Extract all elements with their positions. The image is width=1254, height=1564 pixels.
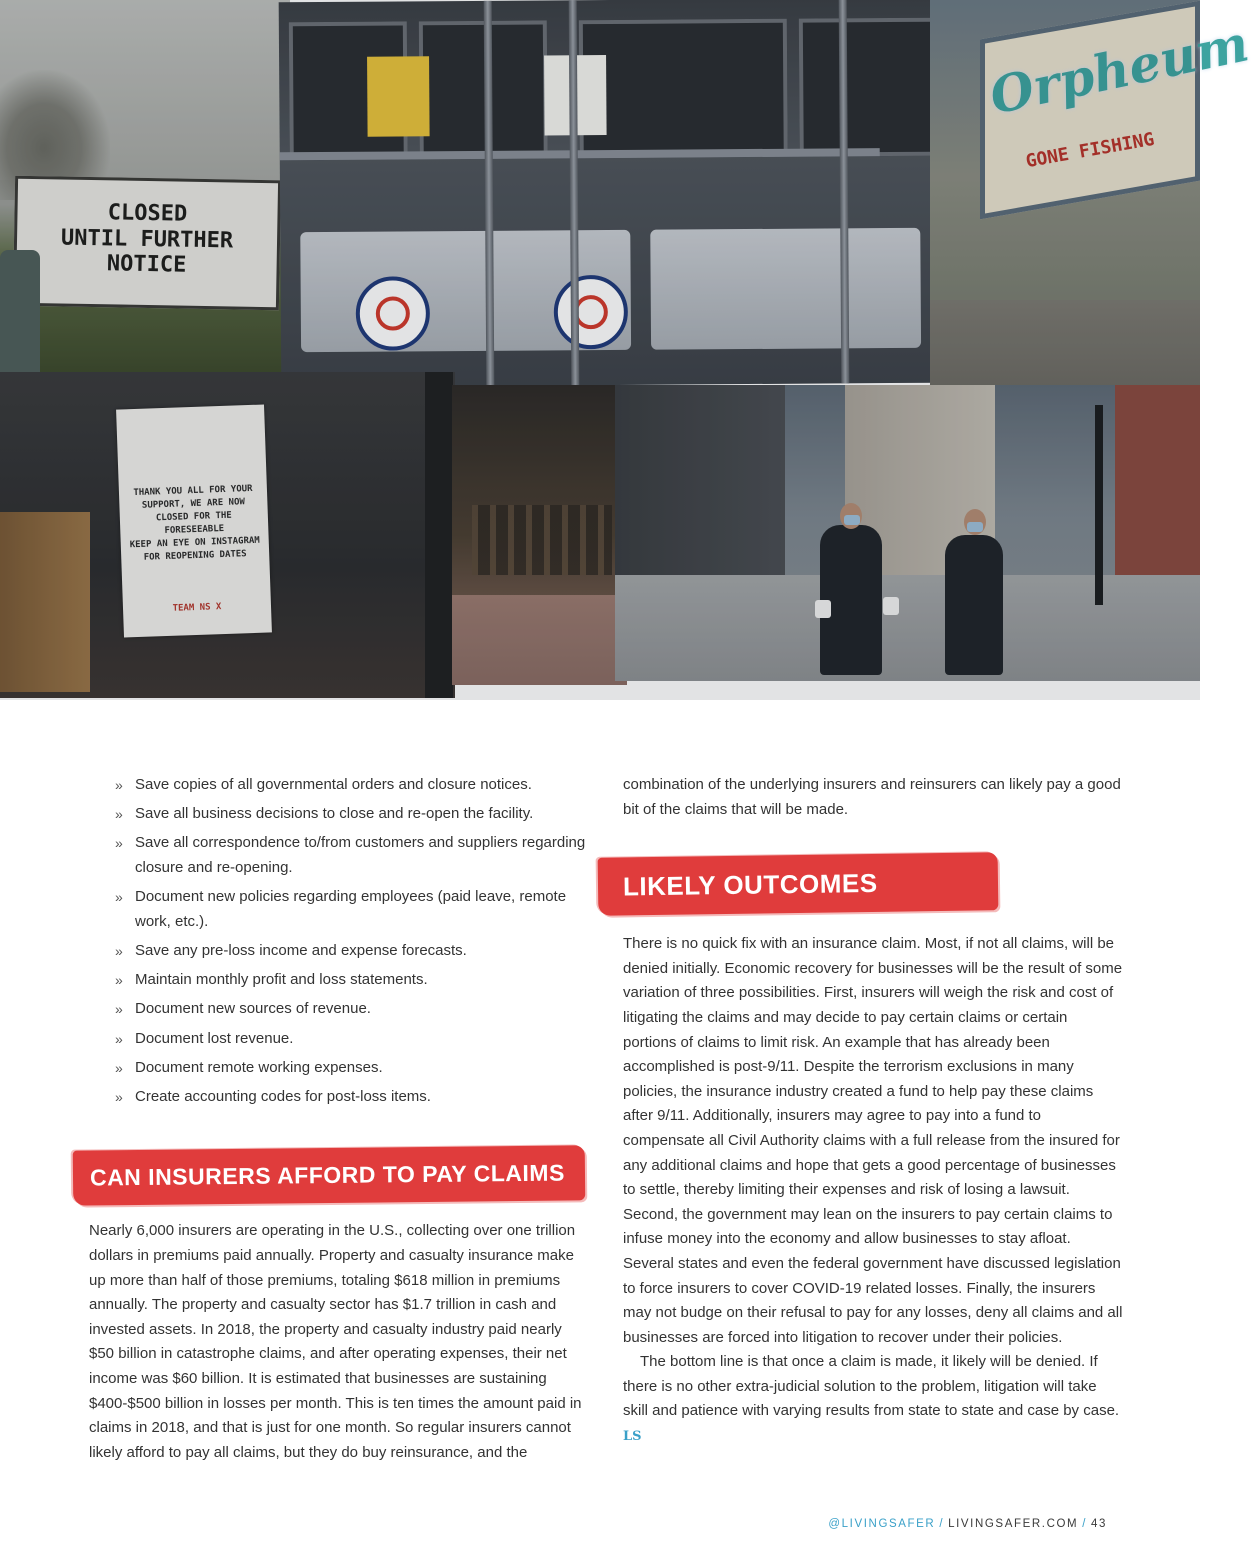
photo-closed-sign <box>0 0 290 372</box>
website-link[interactable]: LIVINGSAFER.COM <box>948 1518 1079 1530</box>
photo-empty-restaurant <box>452 385 627 685</box>
list-item: » Save all correspondence to/from customers and suppliers regarding closure and re-opening. <box>89 831 589 880</box>
notice-signature: TEAM NS X <box>172 602 222 614</box>
photo-empty-train <box>279 0 942 387</box>
body-paragraph: There is no quick fix with an insurance claim. Most, if not all claims, will be denied initially. Economic recovery for businesses will be the result of some variation of three possibilities. First, insurers will weigh the risk and cost of litigating the claims and may decide to pay certain claims or certain portions of claims to limit risk. An example that has already been accomplished is post-9/11. Despite the terrorism exclusions in many policies, the insurance industry created a fund to help pay these claims after 9/11. Additionally, insurers may agree to pay into a fund to compensate all Civil Authority claims with a full release from the insured for any additional claims and hope that gets a good percentage of businesses to settle, thereby limiting their expenses and risk of losing a lawsuit. Second, the government may lean on the insurers to pay certain claims to infuse money into the economy and allow businesses to stay afloat. Several states and even the federal government have discussed legislation to force insurers to cover COVID-19 related losses. Finally, the insurers may not budge on their refusal to pay for any losses, deny all claims and all businesses are forced into litigation to recover under their policies. <box>623 935 1123 1346</box>
social-handle-link[interactable]: @LIVINGSAFER <box>828 1518 936 1530</box>
page-footer <box>828 1518 1107 1530</box>
photo-orpheum-theater <box>930 0 1254 392</box>
notice-line: CLOSED FOR THE FORESEEABLE <box>155 510 232 537</box>
street-lamp <box>1095 405 1103 605</box>
notice-line: THANK YOU ALL FOR YOUR <box>133 483 253 499</box>
section-heading-afford-claims: CAN INSURERS AFFORD TO PAY CLAIMS <box>73 1146 586 1206</box>
body-paragraph-closing <box>623 1350 1123 1449</box>
end-mark-icon: LS <box>623 1429 642 1445</box>
list-item: » Create accounting codes for post-loss items. <box>89 1085 589 1110</box>
list-item: » Save all business decisions to close and re-open the facility. <box>89 802 589 827</box>
body-paragraph: Nearly 6,000 insurers are operating in the U.S., collecting over one trillion dollars in premiums paid annually. Property and casualty insurance make up more than half of those premiums, totaling $618 million in premiums annually. The property and casualty sector has $1.7 trillion in cash and invested assets. In 2018, the property and casualty industry paid nearly $50 billion in catastrophe claims, and after operating expenses, their net income was $60 billion. It is estimated that businesses are sustaining $400-$500 billion in losses per month. This is ten times the amount paid in claims in 2018, and that is just for one month. So regular insurers cannot likely afford to pay all claims, but they do buy reinsurance, and the <box>89 1222 582 1461</box>
list-item: » Save any pre-loss income and expense forecasts. <box>89 939 589 964</box>
list-item: » Document new policies regarding employees (paid leave, remote work, etc.). <box>89 885 589 934</box>
closed-sign-board <box>13 176 281 311</box>
closed-sign-line-1: CLOSED <box>107 200 188 227</box>
list-item: » Document lost revenue. <box>89 1027 589 1052</box>
train-seat <box>650 228 921 350</box>
body-paragraph-continuation: combination of the underlying insurers and reinsurers can likely pay a good bit of the claims that will be made. <box>623 776 1121 818</box>
pedestrian <box>945 535 1003 675</box>
photo-masked-pedestrians <box>615 385 1200 681</box>
list-item: » Document remote working expenses. <box>89 1056 589 1081</box>
train-poster <box>367 56 430 136</box>
list-item: » Save copies of all governmental orders and closure notices. <box>89 773 589 798</box>
notice-line: FOR REOPENING DATES <box>143 549 247 563</box>
theater-name: Orpheum <box>984 13 1254 126</box>
left-column <box>89 773 589 1465</box>
sign-post <box>0 250 40 372</box>
right-column <box>623 773 1123 1450</box>
closed-sign-line-2: UNTIL FURTHER NOTICE <box>60 225 234 278</box>
footer-separator: / <box>939 1518 945 1530</box>
page-number: 43 <box>1091 1518 1107 1530</box>
notice-line: KEEP AN EYE ON INSTAGRAM <box>129 535 260 551</box>
list-item: » Document new sources of revenue. <box>89 997 589 1022</box>
footer-separator: / <box>1082 1518 1087 1530</box>
list-item: » Maintain monthly profit and loss statements. <box>89 968 589 993</box>
no-sitting-badge-icon <box>554 275 629 350</box>
no-sitting-badge-icon <box>356 276 431 351</box>
documentation-checklist <box>89 773 589 1109</box>
section-heading-likely-outcomes: LIKELY OUTCOMES <box>598 852 999 916</box>
photo-collage <box>0 0 1254 700</box>
photo-closed-notice <box>0 372 455 698</box>
marquee-text: GONE FISHING <box>1024 128 1156 173</box>
notice-paper <box>116 404 272 637</box>
closing-text: The bottom line is that once a claim is made, it likely will be denied. If there is no other extra-judicial solution to the problem, litigation will take skill and patience with varying results from state to state and case by case. <box>623 1353 1120 1420</box>
notice-line: SUPPORT, WE ARE NOW <box>141 497 246 511</box>
